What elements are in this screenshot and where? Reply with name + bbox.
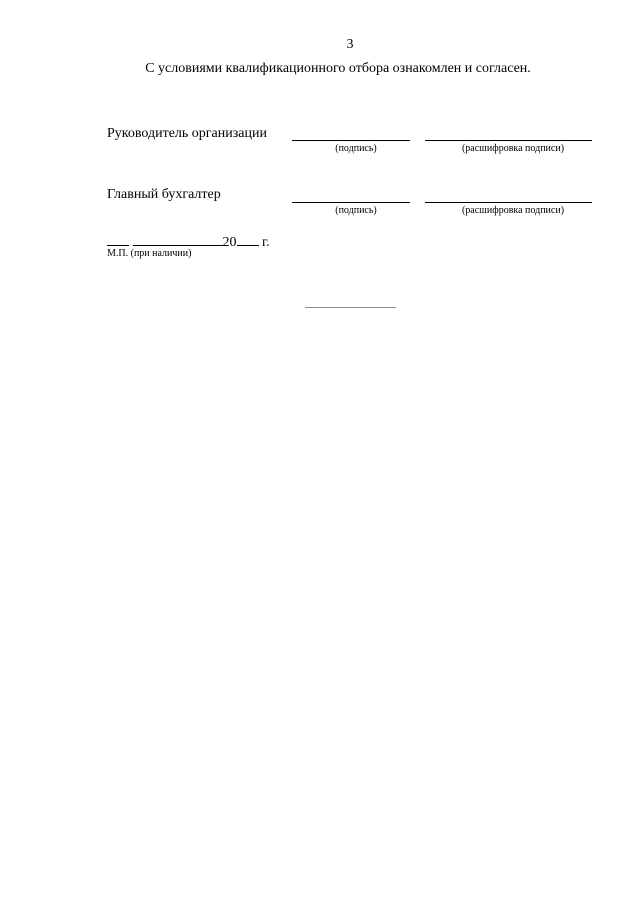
date-year-prefix: 20	[222, 235, 237, 250]
stamp-note: М.П. (при наличии)	[107, 248, 192, 259]
page-number: 3	[346, 37, 354, 52]
end-of-section-rule	[305, 307, 396, 308]
signature-line-head[interactable]	[292, 140, 410, 141]
signature-decoding-line-accountant[interactable]	[425, 202, 592, 203]
signature-caption-head: (подпись)	[335, 143, 377, 154]
signature-decoding-line-head[interactable]	[425, 140, 592, 141]
signature-caption-accountant: (подпись)	[335, 205, 377, 216]
date-month-blank[interactable]	[133, 233, 223, 246]
decoding-caption-head: (расшифровка подписи)	[461, 143, 565, 154]
date-year-suffix: г.	[262, 235, 270, 250]
date-day-blank[interactable]	[107, 233, 129, 246]
decoding-caption-accountant: (расшифровка подписи)	[461, 205, 565, 216]
role-label-head: Руководитель организации	[107, 126, 267, 141]
role-label-accountant: Главный бухгалтер	[107, 187, 221, 202]
agreement-statement: С условиями квалификационного отбора ознакомлен и согласен.	[145, 61, 531, 76]
date-year-blank[interactable]	[237, 233, 259, 246]
signature-line-accountant[interactable]	[292, 202, 410, 203]
